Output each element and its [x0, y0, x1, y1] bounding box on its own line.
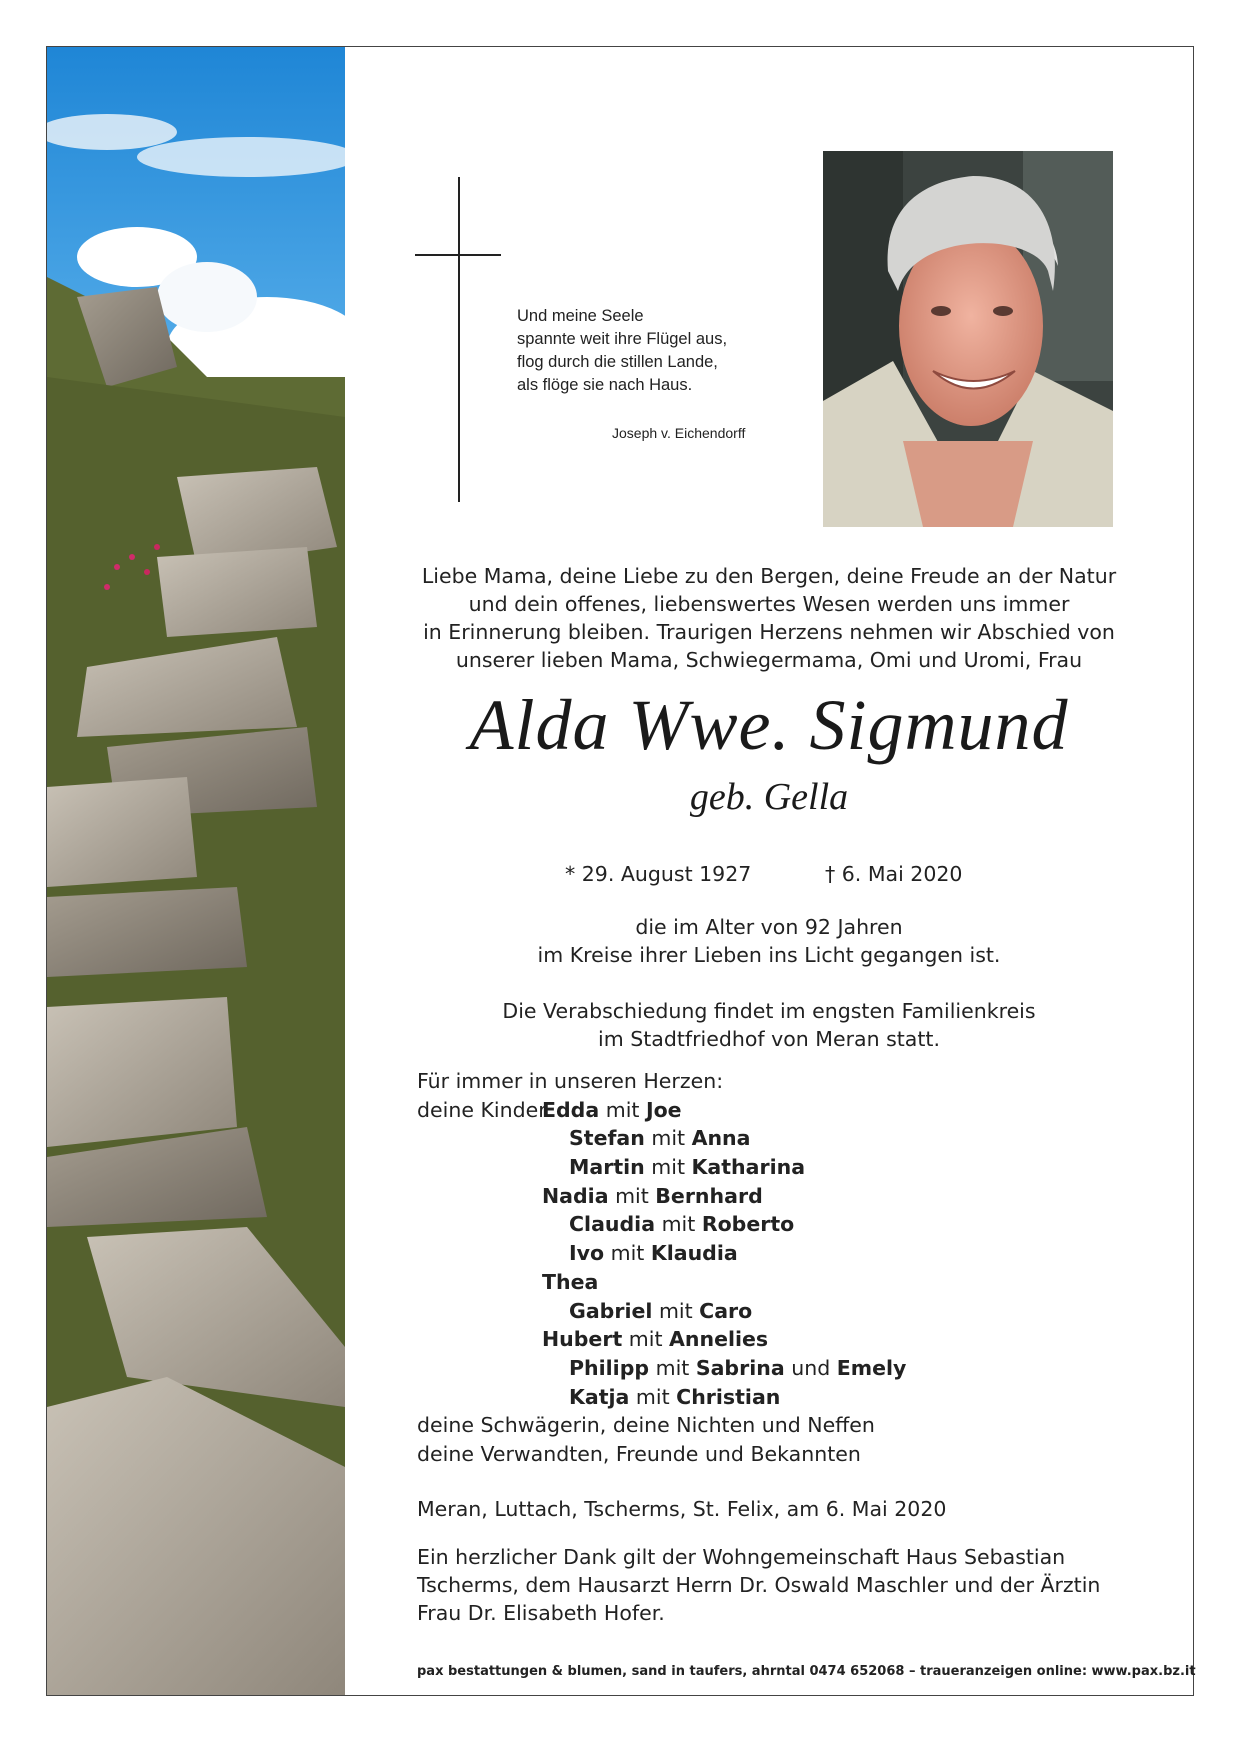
- poem-line: Und meine Seele: [517, 307, 644, 325]
- family-partner: Annelies: [669, 1327, 769, 1352]
- poem: [517, 305, 777, 397]
- farewell-text: [345, 997, 1193, 1053]
- born-name: geb. Gella: [689, 776, 849, 818]
- intro-line: unserer lieben Mama, Schwiegermama, Omi und Uromi, Frau: [455, 648, 1083, 672]
- farewell-line: Die Verabschiedung findet im engsten Familienkreis: [502, 999, 1036, 1023]
- mit-word: mit: [655, 1355, 690, 1380]
- passing-line: die im Alter von 92 Jahren: [635, 915, 903, 939]
- family-row: [417, 1153, 1177, 1182]
- poem-author: Joseph v. Eichendorff: [612, 425, 746, 441]
- passing-text: [345, 913, 1193, 969]
- intro-line: und dein offenes, liebenswertes Wesen werden uns immer: [468, 592, 1070, 616]
- family-row: [417, 1268, 1177, 1297]
- family-row: [417, 1354, 1177, 1383]
- family-partner: Bernhard: [655, 1183, 763, 1208]
- family-member: Philipp: [569, 1355, 650, 1380]
- family-row: [417, 1239, 1177, 1268]
- family-member: Stefan: [569, 1126, 645, 1151]
- intro-line: in Erinnerung bleiben. Traurigen Herzens nehmen wir Abschied von: [423, 620, 1115, 644]
- deceased-name: Alda Wwe. Sigmund: [469, 685, 1069, 765]
- family-member: Thea: [542, 1269, 599, 1294]
- family-member: Nadia: [542, 1183, 609, 1208]
- mit-word: mit: [635, 1384, 670, 1409]
- birth-date: * 29. August 1927: [565, 862, 752, 886]
- death-date: † 6. Mai 2020: [825, 862, 963, 886]
- mountain-path-photo: [47, 47, 345, 1695]
- und-word: und: [791, 1355, 831, 1380]
- mit-word: mit: [651, 1126, 686, 1151]
- thanks-line: Tscherms, dem Hausarzt Herrn Dr. Oswald Maschler und der Ärztin: [417, 1573, 1101, 1597]
- family-member: Ivo: [569, 1241, 605, 1266]
- family-row: [417, 1096, 1177, 1125]
- family-member: Claudia: [569, 1212, 656, 1237]
- family-partner: Christian: [676, 1384, 781, 1409]
- farewell-line: im Stadtfriedhof von Meran statt.: [598, 1027, 940, 1051]
- family-member: Gabriel: [569, 1298, 653, 1323]
- family-member: Edda: [542, 1097, 600, 1122]
- family-member: Martin: [569, 1155, 645, 1180]
- family-grandchild: Emely: [836, 1355, 907, 1380]
- family-closing: deine Schwägerin, deine Nichten und Neffen: [417, 1413, 875, 1438]
- family-partner: Anna: [691, 1126, 751, 1151]
- family-member: Hubert: [542, 1327, 623, 1352]
- cross-icon: [458, 177, 460, 502]
- family-row: [417, 1124, 1177, 1153]
- family-partner: Joe: [645, 1097, 682, 1122]
- poem-line: flog durch die stillen Lande,: [517, 353, 718, 371]
- mit-word: mit: [658, 1298, 693, 1323]
- passing-line: im Kreise ihrer Lieben ins Licht gegangen ist.: [537, 943, 1001, 967]
- intro-text: [345, 562, 1193, 674]
- thanks-text: [417, 1543, 1117, 1627]
- thanks-line: Ein herzlicher Dank gilt der Wohngemeinschaft Haus Sebastian: [417, 1545, 1066, 1569]
- mit-word: mit: [651, 1155, 685, 1180]
- thanks-line: Frau Dr. Elisabeth Hofer.: [417, 1601, 665, 1625]
- family-partner: Caro: [699, 1298, 753, 1323]
- family-row: [417, 1325, 1177, 1354]
- family-row: [417, 1182, 1177, 1211]
- notice-content: [345, 47, 1196, 1695]
- place-date: Meran, Luttach, Tscherms, St. Felix, am 6. Mai 2020: [417, 1497, 947, 1521]
- intro-line: Liebe Mama, deine Liebe zu den Bergen, deine Freude an der Natur: [421, 564, 1117, 588]
- family-closing: deine Verwandten, Freunde und Bekannten: [417, 1441, 861, 1466]
- family-partner: Klaudia: [650, 1241, 738, 1266]
- family-heading: Für immer in unseren Herzen:: [417, 1069, 724, 1093]
- family-partner: Sabrina: [695, 1355, 785, 1380]
- mit-word: mit: [661, 1212, 696, 1237]
- mit-word: mit: [615, 1183, 649, 1208]
- family-partner: Katharina: [691, 1155, 806, 1180]
- portrait-photo: [823, 151, 1113, 527]
- children-label: deine Kinder: [417, 1097, 547, 1122]
- mit-word: mit: [628, 1327, 663, 1352]
- cross-icon-bar: [415, 254, 501, 256]
- family-member: Katja: [569, 1384, 630, 1409]
- poem-line: als flöge sie nach Haus.: [517, 376, 693, 394]
- footer-credit: pax bestattungen & blumen, sand in taufers, ahrntal 0474 652068 – traueranzeigen online: www.pax.bz.it: [417, 1664, 1196, 1679]
- poem-line: spannte weit ihre Flügel aus,: [517, 330, 728, 348]
- family-row: [417, 1297, 1177, 1326]
- family-row: [417, 1383, 1177, 1412]
- family-row: [417, 1210, 1177, 1239]
- mit-word: mit: [605, 1097, 640, 1122]
- mit-word: mit: [610, 1241, 645, 1266]
- family-partner: Roberto: [701, 1212, 795, 1237]
- family-list: [417, 1067, 1177, 1469]
